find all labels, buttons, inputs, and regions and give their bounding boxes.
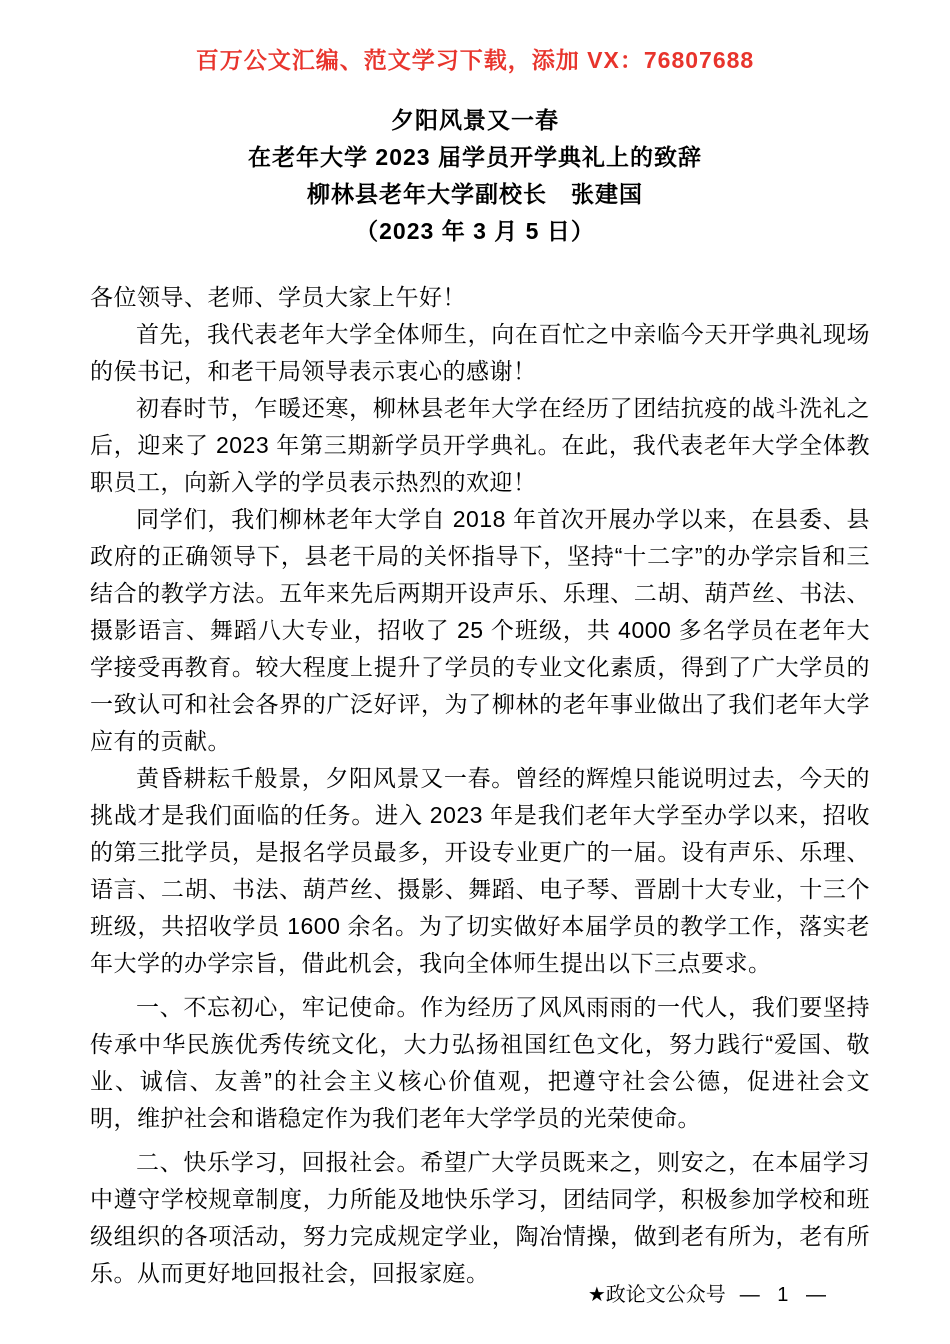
document-body <box>90 279 870 1292</box>
date-line: （2023 年 3 月 5 日） <box>355 218 595 244</box>
paragraph-point-two: 二、快乐学习，回报社会。希望广大学员既来之，则安之，在本届学习中遵守学校规章制度，力所能及地快乐学习，团结同学，积极参加学校和班级组织的各项活动，努力完成规定学业，陶冶情操，做到老有所为，老有所乐。从而更好地回报社会，回报家庭。 <box>90 1149 870 1286</box>
paragraph: 同学们，我们柳林老年大学自 2018 年首次开展办学以来，在县委、县政府的正确领导下，县老干局的关怀指导下，坚持“十二字”的办学宗旨和三结合的教学方法。五年来先后两期开设声乐、乐理、二胡、葫芦丝、书法、摄影语言、舞蹈八大专业，招收了 25 个班级，共 4000 多名学员在老年大学接受再教育。较大程度上提升了学员的专业文化素质，得到了广大学员的一致认可和社会各界的广泛好评，为了柳林的老年事业做出了我们老年大学应有的贡献。 <box>90 506 870 754</box>
paragraph: 初春时节，乍暖还寒，柳林县老年大学在经历了团结抗疫的战斗洗礼之后，迎来了 2023 年第三期新学员开学典礼。在此，我代表老年大学全体教职员工，向新入学的学员表示热烈的欢迎！ <box>90 395 870 495</box>
paragraph: 黄昏耕耘千般景，夕阳风景又一春。曾经的辉煌只能说明过去，今天的挑战才是我们面临的任务。进入 2023 年是我们老年大学至办学以来，招收的第三批学员，是报名学员最多，开设专业更广的一届。设有声乐、乐理、语言、二胡、书法、葫芦丝、摄影、舞蹈、电子琴、晋剧十大专业，十三个班级，共招收学员 1600 余名。为了切实做好本届学员的教学工作，落实老年大学的办学宗旨，借此机会，我向全体师生提出以下三点要求。 <box>90 765 870 976</box>
page-footer <box>588 1282 832 1308</box>
document-title: 夕阳风景又一春 <box>391 107 559 133</box>
author-line: 柳林县老年大学副校长 张建国 <box>307 181 643 207</box>
paragraph-greeting: 各位领导、老师、学员大家上午好！ <box>90 284 466 310</box>
footer-brand: ★政论文公众号 <box>587 1284 726 1306</box>
promo-banner: 百万公文汇编、范文学习下载，添加 VX：76807688 <box>195 47 755 73</box>
paragraph: 首先，我代表老年大学全体师生，向在百忙之中亲临今天开学典礼现场的侯书记，和老干局领导表示衷心的感谢！ <box>90 321 870 384</box>
title-block <box>0 102 950 250</box>
page-number: — 1 — <box>739 1284 832 1306</box>
document-subtitle: 在老年大学 2023 届学员开学典礼上的致辞 <box>248 144 702 170</box>
paragraph-point-one: 一、不忘初心，牢记使命。作为经历了风风雨雨的一代人，我们要坚持传承中华民族优秀传统文化，大力弘扬祖国红色文化，努力践行“爱国、敬业、诚信、友善”的社会主义核心价值观，把遵守社会公德，促进社会文明，维护社会和谐稳定作为我们老年大学学员的光荣使命。 <box>90 994 870 1131</box>
